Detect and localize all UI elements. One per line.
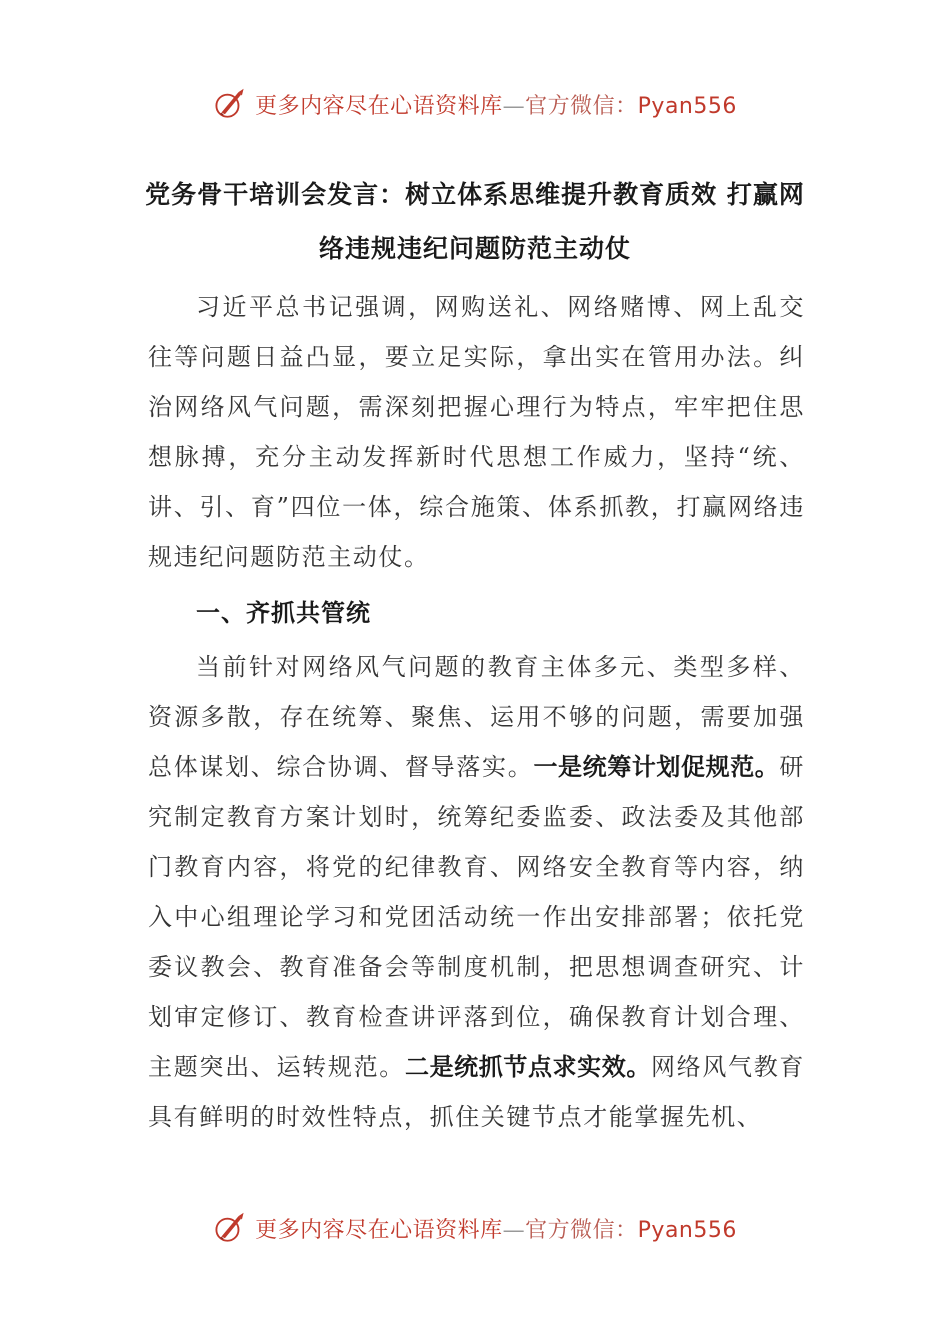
banner-dash: — [502, 93, 526, 119]
banner-site-name: 更多内容尽在心语资料库 [255, 93, 503, 119]
section-1-bold-1: 一是统筹计划促规范。 [533, 753, 780, 781]
quill-pen-logo-icon [213, 1211, 247, 1245]
title-line-1: 党务骨干培训会发言：树立体系思维提升教育质效 打赢网 [145, 180, 805, 209]
section-1-paragraph [148, 642, 805, 1142]
banner-text [255, 89, 737, 120]
footer-site-name: 更多内容尽在心语资料库 [255, 1217, 503, 1243]
section-1-text-3: 网络风气教育具有鲜明的时效性特点，抓住关键节点才能掌握先机、 [148, 1053, 806, 1131]
footer-dash: — [502, 1217, 526, 1243]
document-title [130, 168, 820, 276]
footer-wechat-id: Pyan556 [637, 1217, 737, 1243]
banner-wechat-id: Pyan556 [637, 93, 737, 119]
header-banner [0, 84, 950, 124]
section-1-text-2: 研究制定教育方案计划时，统筹纪委监委、政法委及其他部门教育内容，将党的纪律教育、网络安全教育等内容，纳入中心组理论学习和党团活动统一作出安排部署；依托党委议教会、教育准备会等制度机制，把思想调查研究、计划审定修订、教育检查讲评落到位，确保教育计划合理、主题突出、运转规范。 [148, 753, 806, 1081]
section-1-text-1: 当前针对网络风气问题的教育主体多元、类型多样、资源多散，存在统筹、聚焦、运用不够的问题，需要加强总体谋划、综合协调、督导落实。 [148, 653, 805, 781]
section-1-bold-2: 二是统抓节点求实效。 [404, 1053, 651, 1081]
intro-paragraph: 习近平总书记强调，网购送礼、网络赌博、网上乱交往等问题日益凸显，要立足实际，拿出实在管用办法。纠治网络风气问题，需深刻把握心理行为特点，牢牢把住思想脉搏，充分主动发挥新时代思想工作威力，坚持“统、讲、引、育”四位一体，综合施策、体系抓教，打赢网络违规违纪问题防范主动仗。 [148, 293, 805, 571]
footer-wechat-label: 官方微信： [525, 1217, 638, 1243]
section-1-heading: 一、齐抓共管统 [196, 599, 371, 627]
banner-wechat-label: 官方微信： [525, 93, 638, 119]
title-line-2: 络违规违纪问题防范主动仗 [318, 234, 631, 263]
footer-banner-text [255, 1213, 737, 1244]
quill-pen-logo-icon [213, 87, 247, 121]
document-body [148, 282, 805, 1142]
footer-banner [0, 1208, 950, 1248]
